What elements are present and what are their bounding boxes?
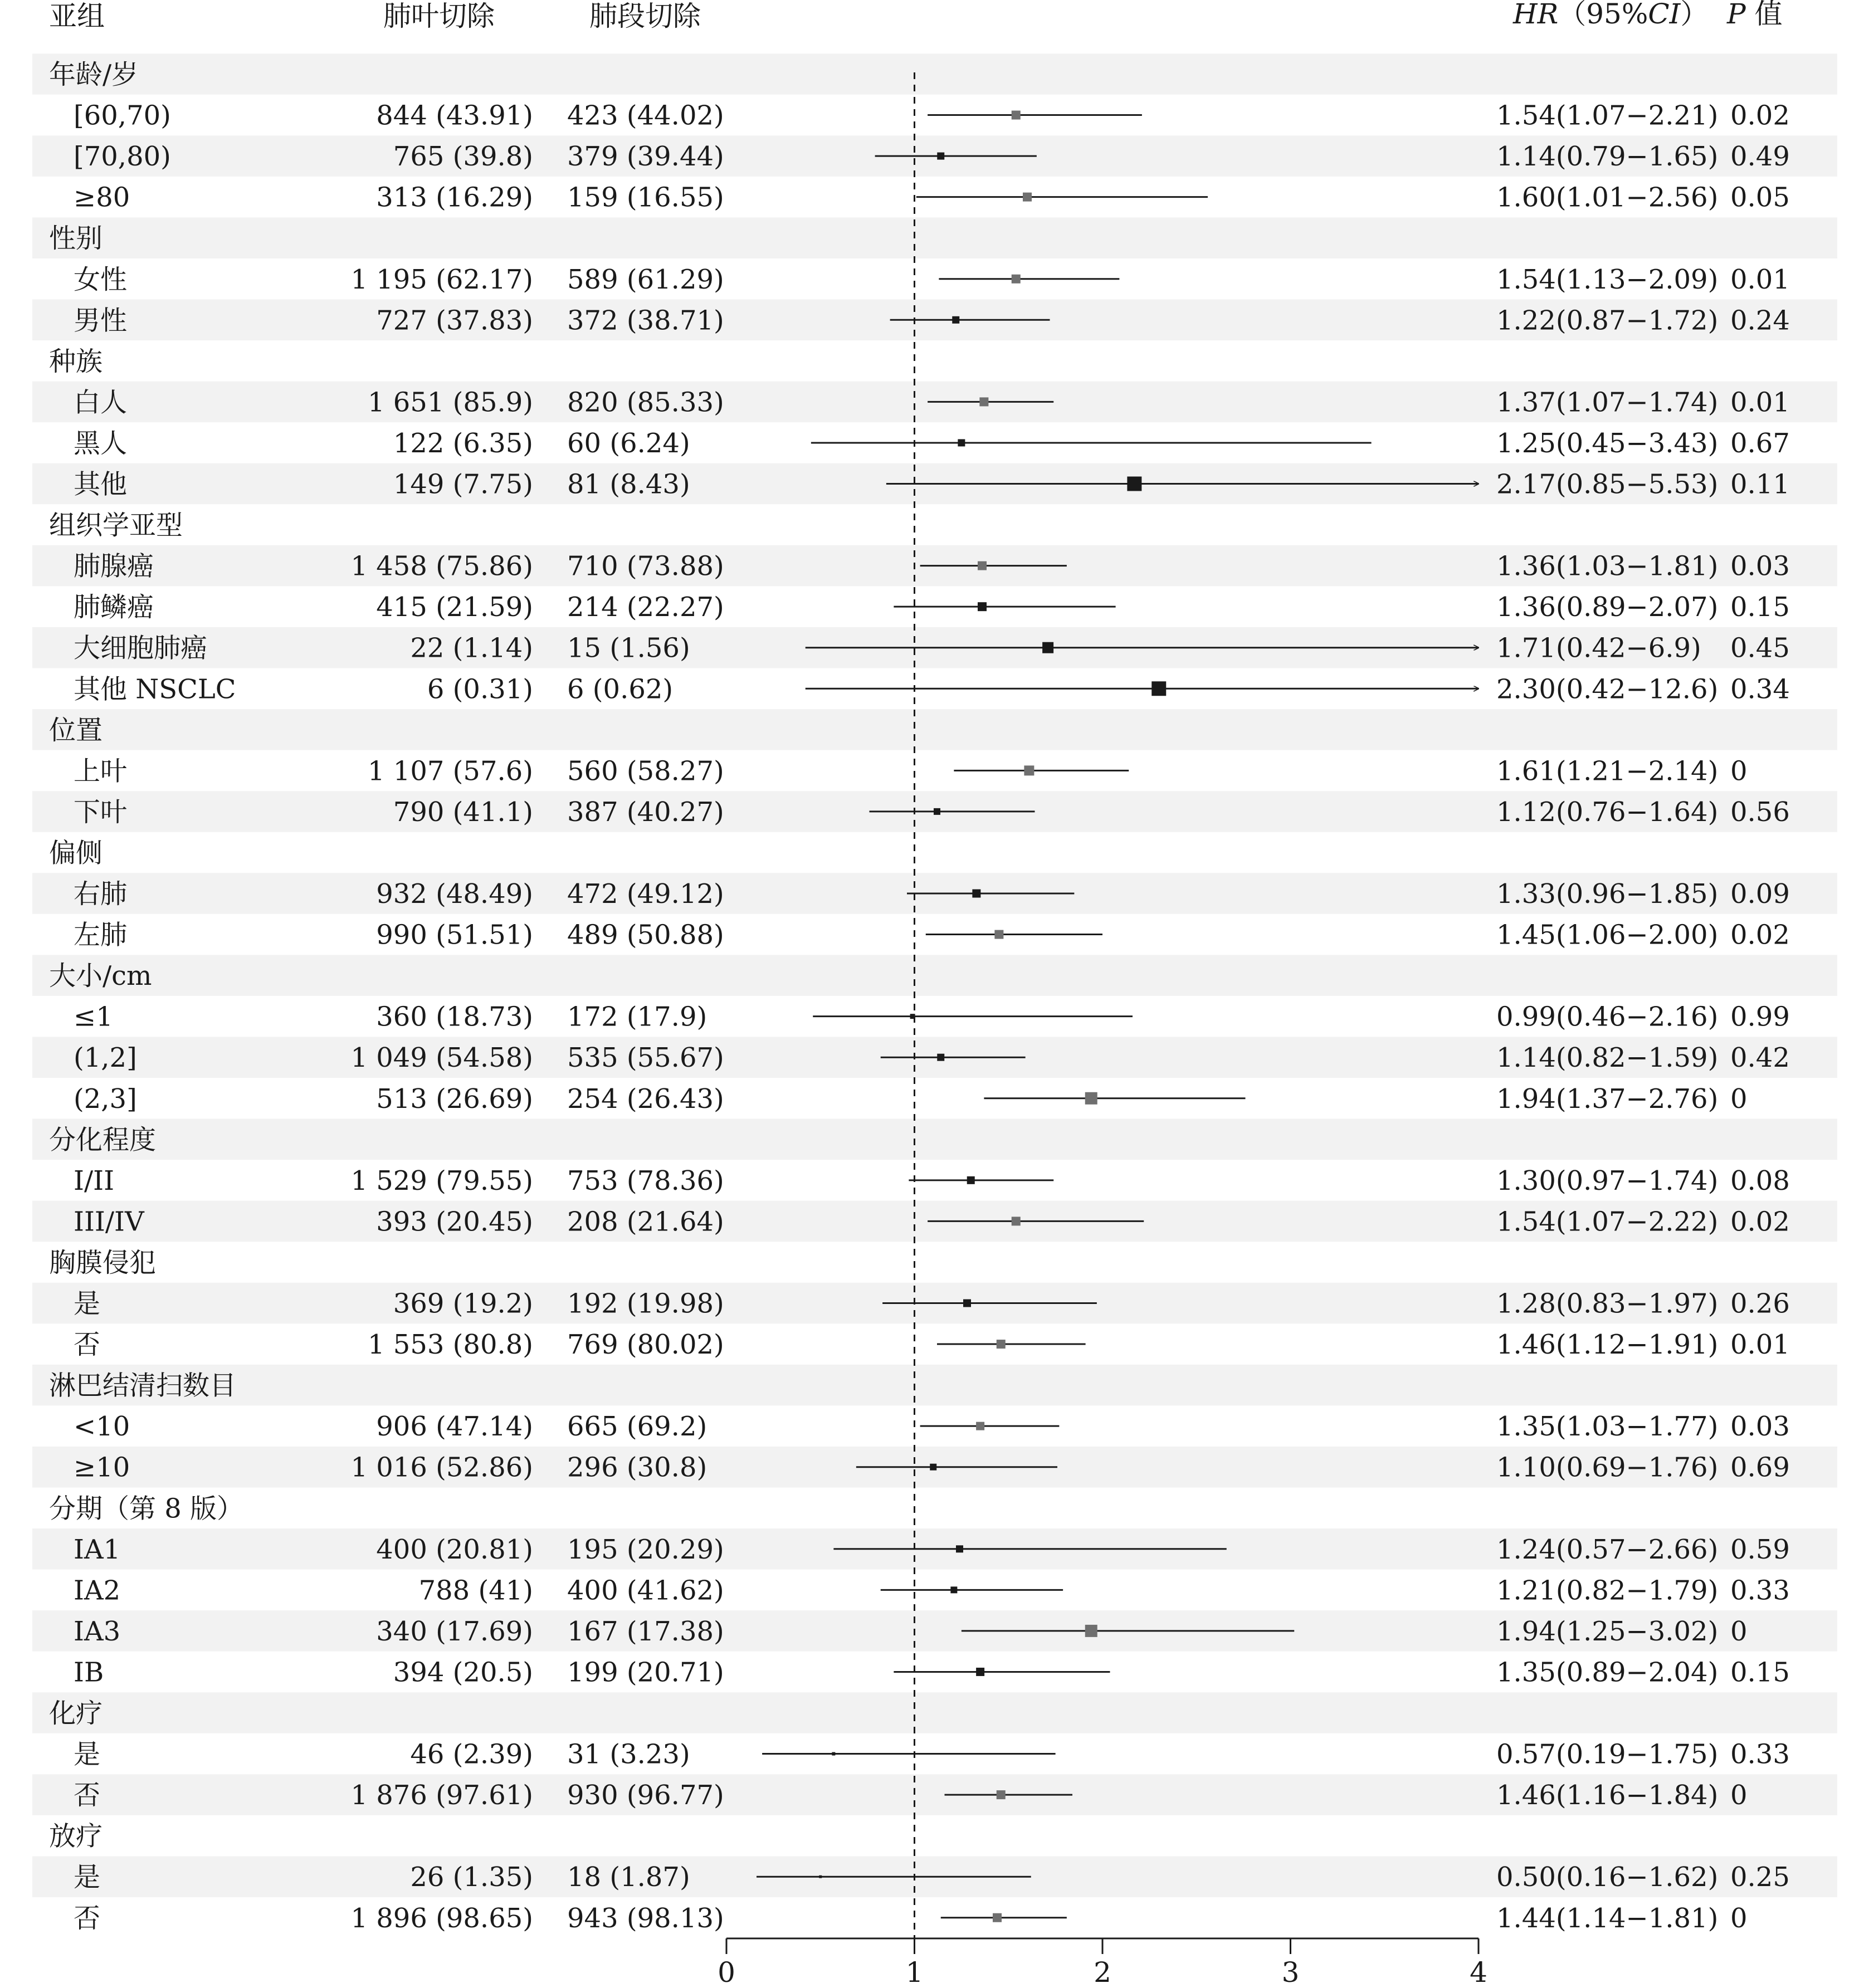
hr-ci-value: 1.25(0.45−3.43) [1496, 427, 1719, 459]
segmentectomy-count: 18 (1.87) [567, 1862, 690, 1893]
header-p-value [1726, 0, 1783, 30]
p-value: 0.33 [1730, 1575, 1790, 1606]
p-value: 0.15 [1730, 1657, 1790, 1688]
segmentectomy-count: 195 (20.29) [567, 1533, 724, 1565]
row-shade [32, 217, 1837, 258]
lobectomy-count: 313 (16.29) [376, 182, 533, 213]
p-value: 0 [1730, 1902, 1748, 1934]
hr-point [997, 1340, 1006, 1349]
subgroup-label: 否 [74, 1329, 101, 1361]
group-label: 性别 [49, 223, 103, 255]
subgroup-label: IA1 [74, 1533, 121, 1565]
subgroup-label: III/IV [74, 1206, 144, 1238]
segmentectomy-count: 753 (78.36) [567, 1165, 724, 1196]
header-hr-open: （95% [1558, 0, 1648, 30]
hr-point [972, 890, 980, 898]
subgroup-label: IB [74, 1657, 104, 1688]
subgroup-label: 上叶 [74, 755, 128, 787]
lobectomy-count: 790 (41.1) [393, 796, 533, 828]
subgroup-label: IA3 [74, 1615, 121, 1647]
hr-ci-value: 1.61(1.21−2.14) [1496, 755, 1719, 787]
hr-ci-value: 1.46(1.12−1.91) [1496, 1329, 1719, 1361]
p-value: 0.01 [1730, 1329, 1790, 1361]
group-label: 种族 [49, 345, 103, 377]
hr-point [1012, 275, 1021, 284]
group-label: 胸膜侵犯 [49, 1247, 157, 1278]
hr-ci-value: 1.94(1.37−2.76) [1496, 1083, 1719, 1115]
hr-point [994, 930, 1003, 939]
hr-point [1085, 1092, 1097, 1105]
segmentectomy-count: 296 (30.8) [567, 1452, 707, 1483]
lobectomy-count: 765 (39.8) [393, 141, 533, 173]
segmentectomy-count: 6 (0.62) [567, 673, 674, 705]
p-value: 0.26 [1730, 1288, 1790, 1320]
hr-point [819, 1875, 822, 1878]
subgroup-label: (1,2] [74, 1042, 137, 1074]
hr-ci-value: 1.54(1.13−2.09) [1496, 263, 1719, 295]
lobectomy-count: 932 (48.49) [376, 878, 533, 910]
subgroup-label: 其他 [74, 468, 128, 500]
hr-point [1024, 765, 1034, 775]
p-value: 0.42 [1730, 1042, 1790, 1074]
hr-point [832, 1752, 835, 1756]
hr-point [952, 316, 959, 324]
subgroup-label: IA2 [74, 1575, 121, 1606]
p-value: 0.15 [1730, 592, 1790, 623]
lobectomy-count: 394 (20.5) [393, 1657, 533, 1688]
lobectomy-count: 727 (37.83) [376, 305, 533, 336]
plot-area [757, 72, 1478, 1952]
segmentectomy-count: 199 (20.71) [567, 1657, 724, 1688]
p-value: 0.03 [1730, 550, 1790, 582]
subgroup-label: 左肺 [74, 919, 128, 951]
lobectomy-count: 1 651 (85.9) [368, 387, 533, 418]
lobectomy-count: 400 (20.81) [376, 1533, 533, 1565]
hr-ci-value: 1.45(1.06−2.00) [1496, 919, 1719, 951]
p-value: 0.05 [1730, 182, 1790, 213]
segmentectomy-count: 400 (41.62) [567, 1575, 724, 1606]
subgroup-label: <10 [74, 1411, 130, 1443]
group-label: 淋巴结清扫数目 [49, 1370, 237, 1401]
segmentectomy-count: 943 (98.13) [567, 1902, 724, 1934]
subgroup-label: (2,3] [74, 1083, 137, 1115]
subgroup-label: 男性 [74, 305, 128, 336]
hr-ci-value: 1.30(0.97−1.74) [1496, 1165, 1719, 1196]
p-value: 0.59 [1730, 1533, 1790, 1565]
p-value: 0.67 [1730, 427, 1790, 459]
p-value: 0.01 [1730, 387, 1790, 418]
segmentectomy-count: 769 (80.02) [567, 1329, 724, 1361]
segmentectomy-count: 820 (85.33) [567, 387, 724, 418]
hr-ci-value: 1.71(0.42−6.9) [1496, 632, 1701, 664]
subgroup-label: ≤1 [74, 1001, 113, 1033]
lobectomy-count: 393 (20.45) [376, 1206, 533, 1238]
group-label: 放疗 [49, 1820, 103, 1852]
lobectomy-count: 1 529 (79.55) [350, 1165, 533, 1196]
hr-point [956, 1545, 963, 1552]
lobectomy-count: 46 (2.39) [410, 1738, 533, 1770]
hr-point [1012, 1217, 1021, 1225]
segmentectomy-count: 167 (17.38) [567, 1615, 724, 1647]
row-shade [32, 709, 1837, 750]
subgroup-label: 肺腺癌 [74, 550, 154, 582]
hr-point [950, 1586, 957, 1593]
p-value: 0 [1730, 1083, 1748, 1115]
hr-point [979, 397, 988, 406]
hr-ci-value: 1.46(1.16−1.84) [1496, 1780, 1719, 1811]
hr-ci-value: 1.10(0.69−1.76) [1496, 1452, 1719, 1483]
subgroup-label: 否 [74, 1780, 101, 1811]
hr-point [967, 1176, 975, 1184]
x-tick-label: 0 [718, 1956, 735, 1988]
hr-point [1023, 193, 1032, 202]
p-value: 0 [1730, 1780, 1748, 1811]
header-hr-ci [1512, 0, 1708, 30]
x-axis [718, 1938, 1487, 1988]
segmentectomy-count: 214 (22.27) [567, 592, 724, 623]
segmentectomy-count: 31 (3.23) [567, 1738, 690, 1770]
lobectomy-count: 1 195 (62.17) [350, 263, 533, 295]
segmentectomy-count: 172 (17.9) [567, 1001, 707, 1033]
hr-point [1012, 111, 1021, 120]
hr-point [958, 439, 965, 446]
header-segmentectomy: 肺段切除 [589, 0, 701, 32]
row-shade [32, 1365, 1837, 1406]
subgroup-label: 其他 NSCLC [74, 673, 236, 705]
lobectomy-count: 1 016 (52.86) [350, 1452, 533, 1483]
lobectomy-count: 1 049 (54.58) [350, 1042, 533, 1074]
x-tick-label: 4 [1470, 1956, 1487, 1988]
hr-ci-value: 1.33(0.96−1.85) [1496, 878, 1719, 910]
lobectomy-count: 340 (17.69) [376, 1615, 533, 1647]
hr-point [930, 1464, 936, 1471]
x-tick-label: 1 [905, 1956, 924, 1988]
subgroup-label: 白人 [74, 387, 128, 418]
subgroup-label: ≥10 [74, 1452, 130, 1483]
segmentectomy-count: 665 (69.2) [567, 1411, 707, 1443]
lobectomy-count: 1 553 (80.8) [368, 1329, 533, 1361]
hr-ci-value: 1.12(0.76−1.64) [1496, 796, 1719, 828]
segmentectomy-count: 208 (21.64) [567, 1206, 724, 1238]
hr-ci-value: 0.99(0.46−2.16) [1496, 1001, 1719, 1033]
p-value: 0.11 [1730, 468, 1790, 500]
subgroup-label: 女性 [74, 263, 128, 295]
group-label: 大小/cm [49, 960, 152, 992]
group-label: 年龄/岁 [49, 59, 139, 90]
p-value: 0.02 [1730, 919, 1790, 951]
lobectomy-count: 360 (18.73) [376, 1001, 533, 1033]
p-value: 0.33 [1730, 1738, 1790, 1770]
p-value: 0.34 [1730, 673, 1790, 705]
subgroup-label: 否 [74, 1902, 101, 1934]
hr-ci-value: 1.24(0.57−2.66) [1496, 1533, 1719, 1565]
hr-ci-value: 2.30(0.42−12.6) [1496, 673, 1719, 705]
segmentectomy-count: 472 (49.12) [567, 878, 724, 910]
group-label: 分期（第 8 版） [49, 1493, 244, 1525]
segmentectomy-count: 535 (55.67) [567, 1042, 724, 1074]
lobectomy-count: 122 (6.35) [393, 427, 533, 459]
segmentectomy-count: 710 (73.88) [567, 550, 724, 582]
subgroup-label: 大细胞肺癌 [74, 632, 208, 664]
lobectomy-count: 149 (7.75) [393, 468, 533, 500]
lobectomy-count: 990 (51.51) [376, 919, 533, 951]
subgroup-label: 是 [74, 1288, 101, 1320]
p-value: 0.01 [1730, 263, 1790, 295]
hr-point [976, 1668, 984, 1676]
row-shade [32, 53, 1837, 95]
segmentectomy-count: 589 (61.29) [567, 263, 724, 295]
p-value: 0.03 [1730, 1411, 1790, 1443]
group-label: 分化程度 [49, 1124, 157, 1156]
subgroup-label: 肺鳞癌 [74, 592, 154, 623]
p-value: 0.69 [1730, 1452, 1790, 1483]
p-value: 0.02 [1730, 100, 1790, 131]
hr-point [976, 1422, 984, 1430]
header-hr-prefix: HR [1513, 0, 1559, 30]
hr-point [993, 1913, 1002, 1922]
hr-ci-value: 1.94(1.25−3.02) [1496, 1615, 1719, 1647]
table-header [49, 0, 1783, 32]
x-tick-label: 2 [1094, 1956, 1111, 1988]
hr-ci-value: 1.14(0.79−1.65) [1496, 141, 1719, 173]
segmentectomy-count: 15 (1.56) [567, 632, 690, 664]
hr-ci-value: 1.28(0.83−1.97) [1496, 1288, 1719, 1320]
group-label: 偏侧 [49, 837, 103, 869]
header-hr-close: ） [1680, 0, 1709, 30]
segmentectomy-count: 387 (40.27) [567, 796, 724, 828]
hr-ci-value: 1.36(1.03−1.81) [1496, 550, 1719, 582]
segmentectomy-count: 372 (38.71) [567, 305, 724, 336]
group-label: 组织学亚型 [49, 510, 183, 541]
p-value: 0.09 [1730, 878, 1790, 910]
hr-ci-value: 2.17(0.85−5.53) [1496, 468, 1719, 500]
p-value: 0 [1730, 1615, 1748, 1647]
header-hr-ci-label: CI [1648, 0, 1681, 30]
lobectomy-count: 844 (43.91) [376, 100, 533, 131]
subgroup-label: [60,70) [74, 100, 171, 131]
p-value: 0.45 [1730, 632, 1790, 664]
p-value: 0.25 [1730, 1862, 1790, 1893]
row-shade [32, 955, 1837, 996]
hr-ci-value: 1.44(1.14−1.81) [1496, 1902, 1719, 1934]
lobectomy-count: 22 (1.14) [410, 632, 533, 664]
hr-point [1151, 681, 1166, 696]
header-p-prefix: P [1727, 0, 1746, 30]
hr-ci-value: 1.22(0.87−1.72) [1496, 305, 1719, 336]
p-value: 0.24 [1730, 305, 1790, 336]
lobectomy-count: 415 (21.59) [376, 592, 533, 623]
hr-point [1042, 642, 1053, 653]
hr-point [997, 1790, 1006, 1799]
hr-ci-value: 1.37(1.07−1.74) [1496, 387, 1719, 418]
hr-ci-value: 1.21(0.82−1.79) [1496, 1575, 1719, 1606]
group-label: 化疗 [49, 1698, 103, 1729]
hr-ci-value: 1.54(1.07−2.21) [1496, 100, 1719, 131]
segmentectomy-count: 60 (6.24) [567, 427, 690, 459]
segmentectomy-count: 81 (8.43) [567, 468, 690, 500]
subgroup-label: [70,80) [74, 141, 171, 173]
hr-ci-value: 1.54(1.07−2.22) [1496, 1206, 1719, 1238]
segmentectomy-count: 379 (39.44) [567, 141, 724, 173]
segmentectomy-count: 423 (44.02) [567, 100, 724, 131]
p-value: 0.02 [1730, 1206, 1790, 1238]
lobectomy-count: 1 107 (57.6) [368, 755, 533, 787]
lobectomy-count: 369 (19.2) [393, 1288, 533, 1320]
segmentectomy-count: 159 (16.55) [567, 182, 724, 213]
row-shade [32, 1119, 1837, 1160]
segmentectomy-count: 930 (96.77) [567, 1780, 724, 1811]
lobectomy-count: 788 (41) [418, 1575, 533, 1606]
lobectomy-count: 1 458 (75.86) [350, 550, 533, 582]
subgroup-label: ≥80 [74, 182, 130, 213]
segmentectomy-count: 489 (50.88) [567, 919, 724, 951]
hr-ci-value: 1.36(0.89−2.07) [1496, 592, 1719, 623]
subgroup-label: 是 [74, 1862, 101, 1893]
lobectomy-count: 6 (0.31) [427, 673, 533, 705]
lobectomy-count: 1 896 (98.65) [350, 1902, 533, 1934]
hr-point [978, 561, 987, 570]
hr-point [934, 808, 940, 815]
hr-point [937, 153, 944, 160]
subgroup-label: 黑人 [74, 427, 128, 459]
segmentectomy-count: 560 (58.27) [567, 755, 724, 787]
group-label: 位置 [49, 714, 103, 746]
p-value: 0.99 [1730, 1001, 1790, 1033]
hr-ci-value: 0.57(0.19−1.75) [1496, 1738, 1719, 1770]
header-lobectomy: 肺叶切除 [383, 0, 495, 32]
hr-point [937, 1054, 944, 1061]
row-shade [32, 1692, 1837, 1733]
hr-point [1127, 477, 1141, 491]
lobectomy-count: 906 (47.14) [376, 1411, 533, 1443]
hr-ci-value: 1.60(1.01−2.56) [1496, 182, 1719, 213]
hr-point [963, 1300, 971, 1307]
hr-ci-value: 1.35(0.89−2.04) [1496, 1657, 1719, 1688]
header-subgroup: 亚组 [49, 0, 105, 32]
hr-point [1085, 1625, 1097, 1637]
hr-ci-value: 0.50(0.16−1.62) [1496, 1862, 1719, 1893]
subgroup-label: 右肺 [74, 878, 128, 910]
hr-ci-value: 1.14(0.82−1.59) [1496, 1042, 1719, 1074]
p-value: 0.49 [1730, 141, 1790, 173]
x-tick-label: 3 [1281, 1956, 1300, 1988]
lobectomy-count: 26 (1.35) [410, 1862, 533, 1893]
p-value: 0.56 [1730, 796, 1790, 828]
subgroup-label: 是 [74, 1738, 101, 1770]
p-value: 0 [1730, 755, 1748, 787]
p-value: 0.08 [1730, 1165, 1790, 1196]
header-p-suffix: 值 [1745, 0, 1783, 30]
subgroup-label: 下叶 [74, 796, 128, 828]
subgroup-label: I/II [74, 1165, 115, 1196]
hr-point [978, 602, 987, 611]
lobectomy-count: 1 876 (97.61) [350, 1780, 533, 1811]
hr-ci-value: 1.35(1.03−1.77) [1496, 1411, 1719, 1443]
lobectomy-count: 513 (26.69) [376, 1083, 533, 1115]
segmentectomy-count: 192 (19.98) [567, 1288, 724, 1320]
segmentectomy-count: 254 (26.43) [567, 1083, 724, 1115]
